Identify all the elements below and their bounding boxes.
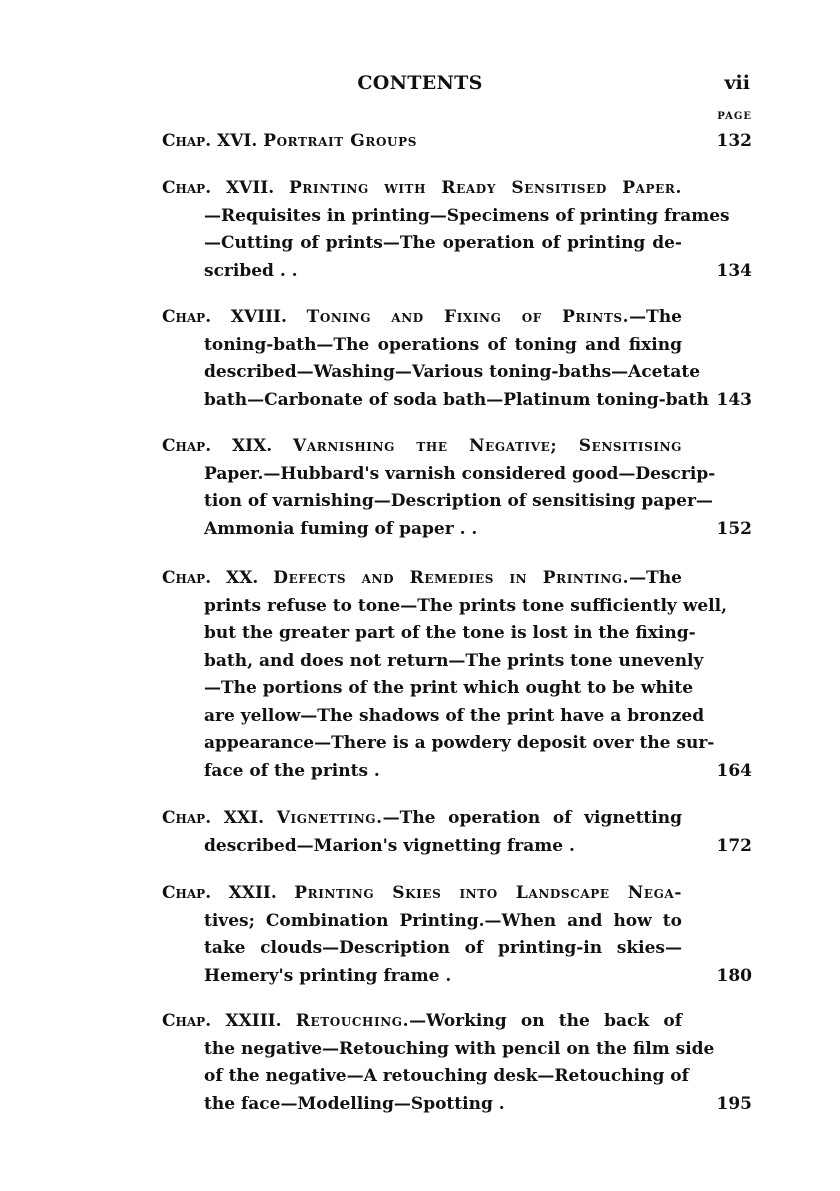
chapter-title-tail: —The operation of vignetting [382,808,682,828]
chapter-number: XVIII. [230,307,307,327]
running-header-title: CONTENTS [357,72,483,94]
chapter-description-line: Ammonia fuming of paper . . [204,518,478,539]
toc-entry-heading [162,805,682,833]
chapter-title: Printing Skies into Landscape Nega- [294,883,682,903]
toc-entry-heading [162,565,682,593]
chapter-page-number: 132 [716,131,752,151]
chapter-label: Chap. [162,883,229,903]
chapter-page-number: 164 [716,760,752,781]
chapter-number: XXIII. [225,1011,296,1031]
chapter-title-tail: —Working on the back of [409,1011,683,1031]
running-header-page-number: vii [724,72,750,94]
toc-entry-heading [162,1008,682,1036]
chapter-label: Chap. [162,178,226,198]
chapter-number: XXI. [223,808,277,828]
chapter-title: Vignetting. [276,808,383,828]
chapter-description-line: appearance—There is a powdery deposit over the sur- [204,733,715,753]
chapter-description-line: described—Marion's vignetting frame . [204,835,575,856]
chapter-description-line: Hemery's printing frame . [204,965,452,986]
chapter-description-line: described—Washing—Various toning-baths—Acetate [204,362,701,382]
chapter-description-line: face of the prints . [204,760,380,781]
chapter-title: Printing with Ready Sensitised Paper. [288,178,682,198]
toc-entry [162,128,752,156]
chapter-description-line: bath, and does not return—The prints tone unevenly [204,650,704,671]
chapter-number: XVII. [225,178,289,198]
chapter-description-line: —The portions of the print which ought to be white [204,678,694,698]
chapter-page-number: 172 [716,835,752,856]
chapter-description-line: are yellow—The shadows of the print have a bronzed [204,705,705,726]
chapter-label: Chap. [162,307,231,327]
chapter-page-number: 180 [716,965,752,986]
toc-entry [162,304,752,414]
chapter-label: Chap. [162,436,232,456]
chapter-page-number: 143 [716,389,752,410]
chapter-description-line: toning-bath—The operations of toning and fixing [204,334,682,355]
chapter-label: Chap. [162,808,224,828]
toc-entry [162,433,752,543]
chapter-description-line: Paper.—Hubbard's varnish considered good—Descrip- [204,463,716,484]
toc-entry [162,805,752,860]
chapter-description-line: the face—Modelling—Spotting . [204,1093,505,1114]
chapter-title: Retouching. [295,1011,410,1031]
chapter-label: Chap. [162,131,218,151]
toc-entry-heading [162,433,682,461]
toc-entry [162,175,752,285]
chapter-description-line: scribed . . [204,260,298,281]
page-column-label: PAGE [717,111,752,122]
chapter-title: Defects and Remedies in Printing. [273,568,630,588]
chapter-description-line: tion of varnishing—Description of sensitising paper— [204,491,713,511]
chapter-number: XVI. [217,131,264,151]
chapter-description-line: prints refuse to tone—The prints tone sufficiently well, [204,595,727,616]
chapter-page-number: 195 [716,1093,752,1114]
chapter-page-number: 134 [716,260,752,281]
chapter-title-tail: —The [629,568,682,588]
chapter-number: XIX. [231,436,294,456]
chapter-title-tail: —The [629,307,682,327]
toc-entry-heading [162,880,682,908]
chapter-title: Portrait Groups [263,131,417,151]
chapter-description-line: of the negative—A retouching desk—Retouching of [204,1066,689,1086]
chapter-number: XX. [226,568,274,588]
toc-entry-heading [162,175,682,203]
chapter-description-line: tives; Combination Printing.—When and how to [204,910,682,931]
chapter-description-line: —Requisites in printing—Specimens of printing frames [204,205,730,226]
chapter-description-line: —Cutting of prints—The operation of printing de- [204,233,682,253]
chapter-page-number: 152 [716,518,752,539]
chapter-number: XXII. [228,883,295,903]
toc-entry-heading [162,304,682,332]
chapter-label: Chap. [162,568,227,588]
chapter-description-line: bath—Carbonate of soda bath—Platinum toning-bath [204,389,709,410]
chapter-description-line: but the greater part of the tone is lost in the fixing- [204,623,696,643]
chapter-title: Varnishing the Negative; Sensitising [293,436,683,456]
chapter-description-line: take clouds—Description of printing-in skies— [204,938,682,958]
toc-entry [162,1008,752,1118]
toc-entry [162,565,752,785]
toc-entry [162,880,752,990]
chapter-title: Toning and Fixing of Prints. [306,307,630,327]
chapter-label: Chap. [162,1011,226,1031]
toc-entry-heading [162,128,682,156]
chapter-description-line: the negative—Retouching with pencil on the film side [204,1038,715,1059]
